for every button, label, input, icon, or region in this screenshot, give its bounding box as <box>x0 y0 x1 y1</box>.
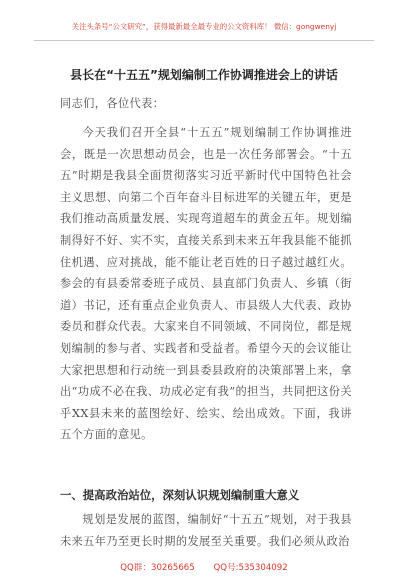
footer-contact <box>0 563 408 574</box>
section-heading: 一、提高政治站位，深刻认识规划编制重大意义 <box>60 488 300 502</box>
body-paragraph: 今天我们召开全县“十五五”规划编制工作协调推进会，既是一次思想动员会，也是一次任务部署会。“十五五”时期是我县全面贯彻落实习近平新时代中国特色社会主义思想、向第二个百年奋斗目标进军的关键五年，更是我们推动高质量发展、实现弯道超车的黄金五年。规划编制得好不好、实不实，直接关系到未来五年我县能不能抓住机遇、应对挑战，能不能让老百姓的日子越过越红火。参会的有县委常委班子成员、县直部门负责人、乡镇（街道）书记，还有重点企业负责人、市县级人大代表、政协委员和群众代表。大家来自不同领域、不同岗位，都是规划编制的参与者、实践者和受益者。希望今天的会议能让大家把思想和行动统一到县委县政府的决策部署上来，拿出“功成不必在我、功成必定有我”的担当，共同把这份关乎XX县未来的蓝图绘好、绘实、绘出成效。下面，我讲五个方面的意见。 <box>60 126 352 442</box>
document-title: 县长在“十五五”规划编制工作协调推进会上的讲话 <box>70 68 338 82</box>
footer-qq-group: QQ群：30265665 <box>120 563 195 573</box>
section-paragraph: 规划是发展的蓝图，编制好“十五五”规划，对于我县未来五年乃至更长时期的发展至关重要。我们必须从政治 <box>60 513 352 548</box>
footer-qq-number: QQ号:535304092 <box>213 563 288 573</box>
header-promo-banner: 关注头条号“公文研究”，获得最新最全最专业的公文资料库！ 微信：gongwenyj <box>71 22 337 31</box>
header-divider <box>34 40 374 41</box>
salutation: 同志们，各位代表： <box>60 97 165 110</box>
